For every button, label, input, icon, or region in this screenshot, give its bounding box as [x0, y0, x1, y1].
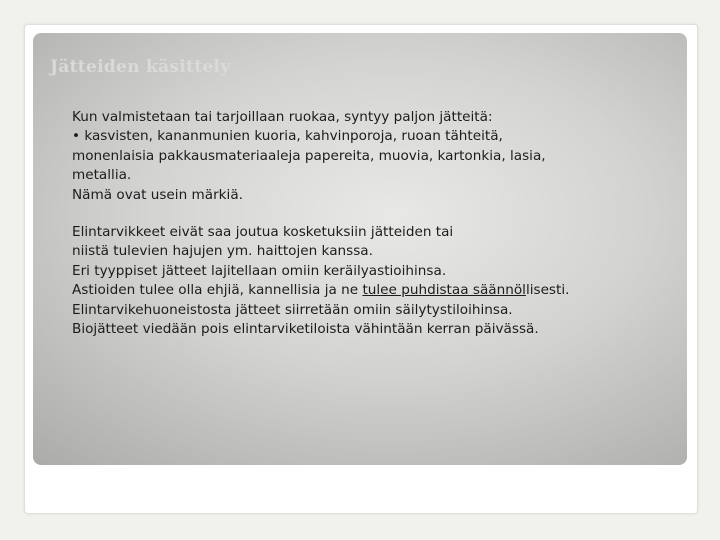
bullet-text: Eri tyyppiset jätteet lajitellaan omiin keräilyastioihinsa. — [72, 262, 447, 279]
bullet-text-suffix: lisesti. — [525, 282, 570, 299]
bullet-text: Elintarvikehuoneistosta jätteet siirretään omiin säilytystiloihinsa. — [72, 301, 513, 318]
bullet-text-underlined: tulee puhdistaa säännöl — [362, 282, 526, 299]
bullet-text: Kun valmistetaan tai tarjoillaan ruokaa, syntyy paljon jätteitä: — [72, 109, 493, 125]
list-spacer — [50, 205, 675, 223]
list-item — [50, 301, 675, 320]
bullet-list — [50, 108, 675, 339]
bullet-subtext: monenlaisia pakkausmateriaaleja papereita, muovia, kartonkia, lasia, — [72, 147, 546, 164]
list-item — [50, 262, 675, 281]
list-item — [50, 242, 675, 261]
list-item — [50, 108, 675, 205]
bullet-subtext: Nämä ovat usein märkiä. — [72, 186, 243, 203]
bullet-subtext: • kasvisten, kananmunien kuoria, kahvinporoja, ruoan tähteitä, — [72, 128, 503, 145]
slide-title: Jätteiden käsittely — [50, 57, 231, 77]
bullet-text-prefix: Astioiden tulee olla ehjiä, kannellisia ja ne — [72, 282, 363, 299]
bullet-subtext: metallia. — [72, 167, 132, 184]
list-item — [50, 281, 675, 300]
bullet-text: niistä tulevien hajujen ym. haittojen kanssa. — [72, 243, 373, 260]
list-item — [50, 223, 675, 242]
bullet-text: Biojätteet viedään pois elintarviketiloista vähintään kerran päivässä. — [72, 321, 539, 338]
bullet-text: Elintarvikkeet eivät saa joutua kosketuksiin jätteiden tai — [72, 224, 454, 241]
list-item — [50, 320, 675, 339]
